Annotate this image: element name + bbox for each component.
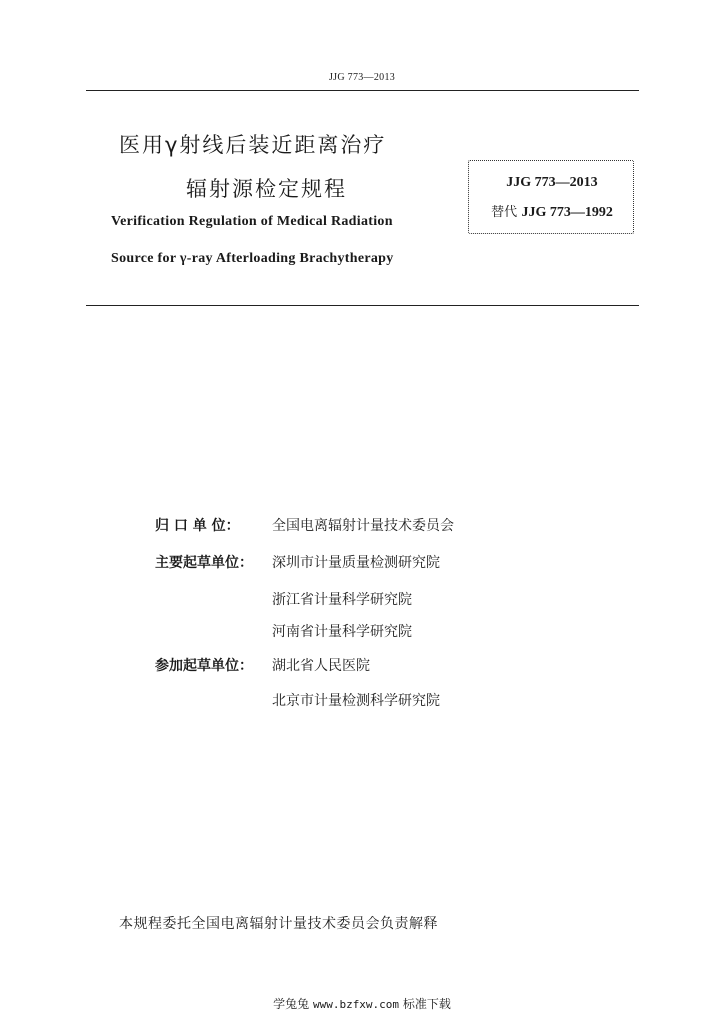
interpretation-note: 本规程委托全国电离辐射计量技术委员会负责解释 — [119, 916, 438, 932]
header-standard-code: JJG 773—2013 — [328, 72, 396, 83]
replaces-prefix: 替代 — [491, 205, 518, 220]
responsible-unit-value: 全国电离辐射计量技术委员会 — [272, 518, 454, 534]
responsible-unit-label: 归 口 单 位： — [155, 518, 240, 534]
title-chinese-line-2: 辐射源检定规程 — [186, 177, 347, 201]
main-drafting-label: 主要起草单位： — [155, 555, 253, 571]
participating-drafting-unit: 北京市计量检测科学研究院 — [272, 693, 440, 709]
title-chinese-line-1: 医用γ射线后装近距离治疗 — [119, 133, 387, 157]
participating-drafting-unit: 湖北省人民医院 — [272, 658, 370, 674]
footer-watermark — [0, 995, 724, 1012]
main-drafting-unit: 深圳市计量质量检测研究院 — [272, 555, 440, 571]
top-rule — [86, 90, 639, 91]
replaces-line — [469, 201, 635, 221]
footer-url[interactable]: www.bzfxw.com — [312, 998, 400, 1011]
title-english-line-1: Verification Regulation of Medical Radiation — [111, 214, 393, 229]
title-english-line-2: Source for γ-ray Afterloading Brachytherapy — [111, 251, 394, 266]
replaced-standard-code: JJG 773—1992 — [521, 205, 613, 220]
main-drafting-unit: 浙江省计量科学研究院 — [272, 592, 412, 608]
main-drafting-unit: 河南省计量科学研究院 — [272, 624, 412, 640]
participating-drafting-label: 参加起草单位： — [155, 658, 253, 674]
standard-code: JJG 773—2013 — [506, 175, 598, 190]
bottom-rule — [86, 305, 639, 306]
footer-site-name: 学兔兔 — [273, 997, 310, 1011]
footer-tagline: 标准下载 — [402, 997, 451, 1011]
standard-code-box — [468, 160, 634, 234]
